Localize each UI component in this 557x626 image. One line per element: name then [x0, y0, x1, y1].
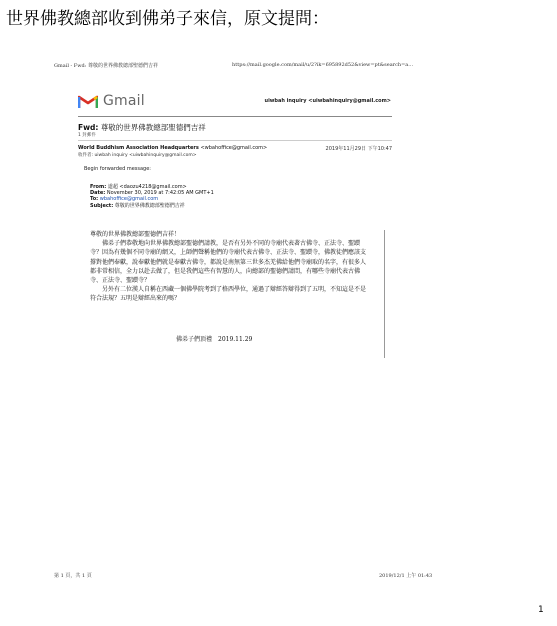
print-header-title: Gmail - Fwd: 尊敬的世界佛教總部聖德們吉祥: [54, 63, 159, 69]
letter-greeting: 尊敬的世界佛教總部聖德們吉祥！: [90, 231, 181, 238]
subject-divider: [78, 140, 392, 141]
letter-paragraph-2: 另外有二位漢人自稱在西藏一個佛學院考到了格西學位，通過了辯經答辯得到了五明，不知這是不是符合法規？五明是辯經出來的嗎？: [90, 286, 367, 303]
sender-line: [78, 145, 267, 151]
account-email: uiwbah inquiry <uiwbahinquiry@gmail.com>: [264, 98, 391, 104]
fwd-to-link[interactable]: wbahoffice@gmail.com: [99, 196, 159, 203]
gmail-logo: [78, 92, 145, 110]
email-date: 2019年11月29日 下午10:47: [325, 146, 392, 152]
recipient-line: 收件者: uiwbah inquiry <uiwbahinquiry@gmail.com>: [78, 153, 197, 158]
footer-timestamp: 2019/12/1 上午 01:43: [379, 573, 433, 579]
fwd-from-label: From:: [90, 184, 107, 190]
message-count: 1 封郵件: [78, 133, 96, 138]
fwd-subject-row: [90, 203, 214, 209]
fwd-to-label: To:: [90, 196, 99, 203]
fwd-subject-label: Subject:: [90, 202, 114, 209]
page-number: 1: [538, 605, 544, 615]
subject-text: 尊敬的世界佛教總部聖德們吉祥: [100, 123, 206, 132]
subject-prefix: Fwd:: [78, 123, 99, 132]
fwd-from-value: 道超 <daozu4218@gmail.com>: [107, 184, 187, 190]
letter-body: [90, 230, 370, 304]
sender-name: World Buddhism Association Headquarters: [78, 145, 199, 151]
forwarded-intro: Begin forwarded message:: [84, 166, 151, 172]
header-divider: [78, 116, 392, 117]
print-header-url: https://mail.google.com/mail/u/2?ik=695892d52&view=pt&search=a...: [232, 62, 414, 68]
fwd-date-value: November 30, 2019 at 7:42:05 AM GMT+1: [106, 190, 214, 197]
page-heading: 世界佛教總部收到佛弟子來信，原文提問：: [6, 9, 329, 29]
quote-border: [384, 230, 385, 358]
gmail-m-icon: [78, 94, 98, 109]
fwd-date-label: Date:: [90, 190, 106, 197]
letter-paragraph-1: 佛弟子們恭敬地向世界佛教總部聖德們請教，是否有另外不同的寺廟代表著古佛寺、正法寺、聖蹟寺？因為有幾個不同寺廟的網又，上師們聲稱他們的寺廟代表古佛寺、正法寺、聖蹟寺，佛教徒們應該支撐對他們奉獻，說奉獻他們就是奉獻古佛寺，都說是南無第三世多杰羌佛給他們寺廟取的名字，有很多人都非常相信，全力以赴去做了，但是我們這些有智慧的人，向總部的聖德們請問，有哪些寺廟代表古佛寺、正法寺、聖蹟寺？: [90, 240, 367, 285]
fwd-subject-value: 尊敬的世界佛教總部聖德們吉祥: [114, 202, 185, 209]
sender-email: <wbahoffice@gmail.com>: [200, 145, 268, 151]
forwarded-headers: [90, 184, 214, 209]
gmail-wordmark: Gmail: [103, 93, 145, 109]
footer-page-count: 第 1 頁，共 1 頁: [54, 573, 92, 579]
letter-signature: 佛弟子們頂禮 2019.11.29: [176, 336, 253, 343]
email-subject: [78, 122, 206, 133]
